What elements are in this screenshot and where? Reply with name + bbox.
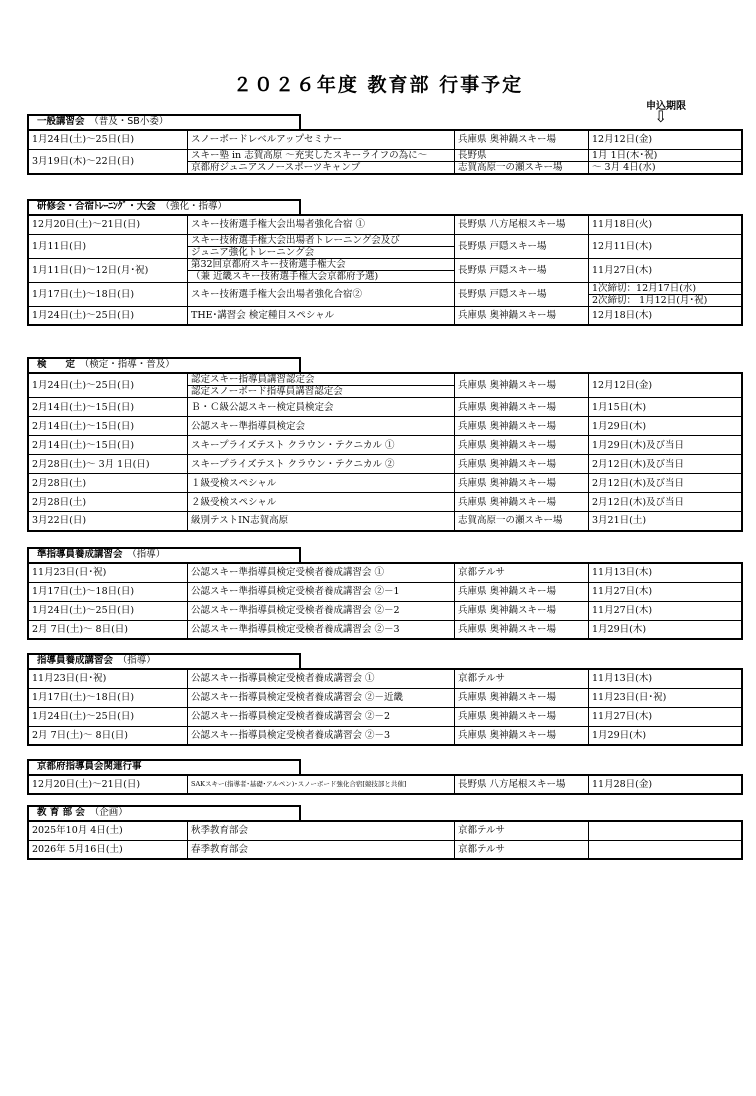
event-venue [455, 149, 589, 161]
event-venue [455, 707, 589, 726]
event-name [188, 258, 455, 270]
cell-text: 11月27日(木) [592, 586, 653, 597]
application-deadline [589, 601, 743, 620]
cell-text: 兵庫県 奥神鍋スキー場 [458, 496, 557, 508]
event-date [28, 417, 188, 436]
event-name [188, 512, 455, 531]
cell-text: Ｂ・Ｃ級公認スキー検定員検定会 [191, 401, 334, 413]
cell-text: 長野県 八方尾根スキー場 [458, 219, 566, 231]
cell-text: 1月17日(土)～18日(日) [32, 288, 135, 300]
cell-text: 11月28日(金) [592, 779, 653, 790]
event-date [28, 149, 188, 174]
section-title: 一般講習会 [37, 116, 85, 127]
cell-text: 公認スキー指導員検定受検者養成講習会 ②－近畿 [191, 692, 404, 703]
table-row [28, 840, 742, 859]
cell-text: 京都府ジュニアスノースポーツキャンプ [191, 161, 361, 173]
cell-text: 公認スキー指導員検定受検者養成講習会 ②－3 [191, 729, 391, 741]
event-venue [455, 417, 589, 436]
section-header [27, 357, 301, 372]
deadline-label: 申込期限 [646, 101, 686, 112]
cell-text: 11月23日(日･祝) [32, 567, 107, 579]
application-deadline [589, 436, 743, 455]
event-date [28, 582, 188, 601]
event-venue [455, 601, 589, 620]
event-venue [455, 582, 589, 601]
event-venue [455, 258, 589, 282]
event-date [28, 474, 188, 493]
cell-text: 公認スキー準指導員検定受検者養成講習会 ②－2 [191, 605, 400, 616]
cell-text: 3月19日(木)～22日(日) [32, 155, 135, 167]
section-subtitle: （強化・指導） [155, 201, 228, 212]
event-venue [455, 563, 589, 582]
event-date [28, 688, 188, 707]
cell-text: 11月13日(木) [592, 673, 653, 685]
section [27, 653, 738, 746]
event-name [188, 246, 455, 258]
event-name [188, 726, 455, 745]
event-date [28, 130, 188, 149]
event-venue [455, 688, 589, 707]
cell-text: 長野県 八方尾根スキー場 [458, 779, 566, 790]
table-row [28, 563, 742, 582]
cell-text: 兵庫県 奥神鍋スキー場 [458, 477, 557, 489]
event-name [188, 688, 455, 707]
cell-text: 兵庫県 奥神鍋スキー場 [458, 134, 557, 146]
section-header [27, 759, 301, 774]
event-name [188, 474, 455, 493]
event-name [188, 215, 455, 234]
table-row [28, 258, 742, 270]
application-deadline [589, 840, 743, 859]
event-date [28, 215, 188, 234]
event-name [188, 582, 455, 601]
section-subtitle: （普及・SB小委） [84, 116, 169, 127]
application-deadline [589, 398, 743, 417]
event-venue [455, 215, 589, 234]
event-venue [455, 455, 589, 474]
event-date [28, 234, 188, 258]
table-row [28, 512, 742, 531]
table-row [28, 149, 742, 161]
down-arrow-icon: ⇩ [654, 107, 668, 126]
cell-text: SAKスキー(指導者･基礎･アルペン)･スノーボード強化合宿[競技部と共催] [191, 780, 407, 788]
cell-text: 2025年10月 4日(土) [32, 825, 123, 837]
section-header [27, 547, 301, 562]
cell-text: 1月24日(土)～25日(日) [32, 134, 135, 146]
section-title: 研修会・合宿ﾄﾚｰﾆﾝｸﾞ・大会 [37, 201, 156, 212]
cell-text: 12月20日(土)～21日(日) [32, 219, 141, 231]
cell-text: 兵庫県 奥神鍋スキー場 [458, 458, 557, 470]
event-date [28, 436, 188, 455]
section-title: 教 育 部 会 [37, 807, 85, 818]
event-venue [455, 234, 589, 258]
event-name [188, 234, 455, 246]
cell-text: 兵庫県 奥神鍋スキー場 [458, 309, 557, 321]
event-date [28, 258, 188, 282]
application-deadline [589, 582, 743, 601]
cell-text: 兵庫県 奥神鍋スキー場 [458, 692, 557, 703]
table-row [28, 582, 742, 601]
event-date [28, 398, 188, 417]
event-name [188, 417, 455, 436]
section-title: 準指導員養成講習会 [37, 549, 123, 560]
cell-text: スキープライズテスト クラウン・テクニカル ② [191, 458, 395, 470]
cell-text: 2月28日(土) [32, 496, 87, 508]
event-venue [455, 373, 589, 398]
cell-text: THE･講習会 検定種目スペシャル [191, 309, 335, 321]
event-venue [455, 282, 589, 306]
cell-text: 1月29日(木) [592, 420, 647, 432]
cell-text: 1月24日(土)～25日(日) [32, 380, 135, 391]
application-deadline [589, 282, 743, 294]
event-name [188, 840, 455, 859]
table-row [28, 493, 742, 512]
cell-text: 1次締切：12月17日(水) [592, 282, 697, 294]
event-name [188, 161, 455, 174]
application-deadline [589, 455, 743, 474]
cell-text: 12月11日(木) [592, 240, 653, 252]
cell-text: 2次締切： 1月12日(月･祝) [592, 294, 708, 306]
application-deadline [589, 149, 743, 161]
schedule-table [27, 562, 743, 640]
table-row [28, 474, 742, 493]
section [27, 759, 738, 795]
event-name [188, 270, 455, 282]
event-name [188, 130, 455, 149]
cell-text: スノーボードレベルアップセミナー [191, 134, 342, 146]
event-name [188, 620, 455, 639]
cell-text: 11月27日(木) [592, 264, 653, 276]
cell-text: （兼 近畿スキー技術選手権大会京都府予選) [191, 270, 379, 282]
event-date [28, 306, 188, 325]
application-deadline [589, 294, 743, 306]
event-date [28, 563, 188, 582]
cell-text: 12月20日(土)～21日(日) [32, 779, 141, 790]
section-header [27, 653, 301, 668]
cell-text: 春季教育部会 [191, 843, 249, 855]
cell-text: 11月27日(木) [592, 605, 653, 616]
cell-text: 1月24日(土)～25日(日) [32, 605, 135, 616]
cell-text: 2月14日(土)～15日(日) [32, 401, 135, 413]
cell-text: 第32回京都府スキー技術選手権大会 [191, 258, 346, 270]
section-header [27, 114, 301, 129]
cell-text: 2月12日(木)及び当日 [592, 458, 685, 470]
cell-text: 3月22日(日) [32, 515, 87, 527]
event-date [28, 493, 188, 512]
application-deadline [589, 821, 743, 840]
cell-text: 1月11日(日)～12日(月･祝) [32, 264, 149, 276]
cell-text: 1月15日(木) [592, 401, 647, 413]
cell-text: 兵庫県 奥神鍋スキー場 [458, 439, 557, 451]
cell-text: 1月29日(木) [592, 729, 647, 741]
section [27, 357, 738, 532]
cell-text: 兵庫県 奥神鍋スキー場 [458, 586, 557, 597]
cell-text: 1月17日(土)～18日(日) [32, 692, 135, 703]
section [27, 805, 738, 860]
cell-text: 兵庫県 奥神鍋スキー場 [458, 401, 557, 413]
event-date [28, 455, 188, 474]
cell-text: 京都テルサ [458, 567, 506, 579]
application-deadline [589, 306, 743, 325]
section-header [27, 199, 301, 214]
table-row [28, 601, 742, 620]
section-subtitle: （指導） [122, 549, 166, 560]
cell-text: スキープライズテスト クラウン・テクニカル ① [191, 439, 395, 451]
cell-text: 京都テルサ [458, 825, 506, 837]
event-name [188, 373, 455, 386]
schedule-table [27, 774, 743, 795]
table-row [28, 398, 742, 417]
application-deadline [589, 474, 743, 493]
event-date [28, 282, 188, 306]
event-venue [455, 775, 589, 794]
application-deadline [589, 130, 743, 149]
event-date [28, 775, 188, 794]
event-date [28, 707, 188, 726]
event-venue [455, 493, 589, 512]
application-deadline [589, 493, 743, 512]
event-date [28, 726, 188, 745]
application-deadline [589, 373, 743, 398]
cell-text: 2月12日(木)及び当日 [592, 477, 685, 489]
table-row [28, 417, 742, 436]
cell-text: 12月12日(金) [592, 134, 653, 146]
section-subtitle: （指導） [113, 655, 156, 666]
event-name [188, 306, 455, 325]
application-deadline [589, 620, 743, 639]
cell-text: 公認スキー準指導員検定受検者養成講習会 ②－3 [191, 623, 400, 635]
application-deadline [589, 726, 743, 745]
event-date [28, 512, 188, 531]
cell-text: スキー技術選手権大会出場者強化合宿 ① [191, 219, 366, 231]
event-name [188, 455, 455, 474]
event-venue [455, 130, 589, 149]
table-row [28, 821, 742, 840]
section-title: 京都府指導員会関連行事 [37, 761, 142, 772]
section-subtitle: （検定・指導・普及） [75, 359, 175, 370]
table-row [28, 726, 742, 745]
event-venue [455, 620, 589, 639]
cell-text: 2月12日(木)及び当日 [592, 496, 685, 508]
schedule-table [27, 214, 743, 326]
cell-text: 2月28日(土)～ 3月 1日(日) [32, 458, 150, 470]
cell-text: スキー技術選手権大会出場者強化合宿② [191, 288, 363, 300]
cell-text: 志賀高原一の瀬スキー場 [458, 515, 563, 527]
cell-text: １級受検スペシャル [191, 477, 277, 489]
event-name [188, 149, 455, 161]
event-date [28, 840, 188, 859]
event-date [28, 601, 188, 620]
cell-text: 志賀高原一の瀬スキー場 [458, 161, 563, 173]
event-name [188, 601, 455, 620]
cell-text: 級別テストIN志賀高原 [191, 515, 289, 527]
event-name [188, 436, 455, 455]
section-subtitle: （企画） [84, 807, 128, 818]
page-title: ２０２６年度 教育部 行事予定 [232, 74, 524, 96]
cell-text: スキー技術選手権大会出場者トレーニング会及び [191, 234, 400, 246]
cell-text: 長野県 戸隠スキー場 [458, 264, 547, 276]
section-title: 検 定 [37, 359, 76, 370]
cell-text: 公認スキー準指導員検定会 [191, 420, 306, 432]
event-date [28, 669, 188, 688]
event-venue [455, 512, 589, 531]
event-name [188, 707, 455, 726]
cell-text: 1月24日(土)～25日(日) [32, 711, 135, 722]
cell-text: 認定スノーボード指導員講習認定会 [191, 386, 343, 397]
event-venue [455, 161, 589, 174]
application-deadline [589, 161, 743, 174]
schedule-table [27, 668, 743, 746]
table-row [28, 688, 742, 707]
table-row [28, 620, 742, 639]
cell-text: 12月18日(木) [592, 309, 653, 321]
application-deadline [589, 563, 743, 582]
cell-text: 認定スキー指導員講習認定会 [191, 374, 315, 385]
cell-text: 秋季教育部会 [191, 825, 249, 837]
cell-text: 11月23日(日･祝) [32, 673, 107, 685]
application-deadline [589, 417, 743, 436]
cell-text: 公認スキー指導員検定受検者養成講習会 ②－2 [191, 711, 391, 722]
cell-text: 兵庫県 奥神鍋スキー場 [458, 711, 557, 722]
section [27, 199, 738, 326]
section-title: 指導員養成講習会 [37, 655, 114, 666]
section [27, 547, 738, 640]
cell-text: 1月29日(木) [592, 623, 647, 635]
cell-text: 2月28日(土) [32, 477, 87, 489]
event-name [188, 493, 455, 512]
event-venue [455, 436, 589, 455]
table-row [28, 282, 742, 294]
cell-text: 11月18日(火) [592, 219, 653, 231]
cell-text: 1月17日(土)～18日(日) [32, 586, 135, 597]
table-row [28, 436, 742, 455]
event-venue [455, 398, 589, 417]
cell-text: 11月13日(木) [592, 567, 653, 579]
application-deadline [589, 707, 743, 726]
event-venue [455, 669, 589, 688]
event-venue [455, 474, 589, 493]
cell-text: 長野県 [458, 149, 487, 161]
schedule-table [27, 820, 743, 860]
cell-text: 1月11日(日) [32, 240, 87, 252]
cell-text: 1月29日(木)及び当日 [592, 439, 685, 451]
event-name [188, 398, 455, 417]
cell-text: 12月12日(金) [592, 380, 653, 391]
cell-text: ジュニア強化トレーニング会 [191, 246, 315, 258]
cell-text: 兵庫県 奥神鍋スキー場 [458, 729, 557, 741]
event-date [28, 620, 188, 639]
cell-text: 2月 7日(土)～ 8日(日) [32, 729, 128, 741]
event-name [188, 775, 455, 794]
cell-text: 兵庫県 奥神鍋スキー場 [458, 623, 557, 635]
cell-text: 京都テルサ [458, 843, 506, 855]
event-venue [455, 821, 589, 840]
event-name [188, 282, 455, 306]
cell-text: 1月24日(土)～25日(日) [32, 309, 135, 321]
cell-text: 公認スキー指導員検定受検者養成講習会 ① [191, 673, 375, 685]
event-name [188, 563, 455, 582]
cell-text: 2月14日(土)～15日(日) [32, 420, 135, 432]
table-row [28, 669, 742, 688]
application-deadline [589, 688, 743, 707]
table-row [28, 455, 742, 474]
cell-text: 1月 1日(木･祝) [592, 149, 658, 161]
application-deadline [589, 669, 743, 688]
cell-text: ２級受検スペシャル [191, 496, 277, 508]
cell-text: 2026年 5月16日(土) [32, 843, 123, 855]
cell-text: 兵庫県 奥神鍋スキー場 [458, 420, 557, 432]
cell-text: 公認スキー準指導員検定受検者養成講習会 ②－1 [191, 586, 400, 597]
event-name [188, 669, 455, 688]
application-deadline [589, 512, 743, 531]
cell-text: スキー塾 in 志賀高原 ～充実したスキーライフの為に～ [191, 149, 428, 161]
table-row [28, 130, 742, 149]
cell-text: 11月23日(日･祝) [592, 692, 667, 703]
table-row [28, 306, 742, 325]
cell-text: 兵庫県 奥神鍋スキー場 [458, 605, 557, 616]
event-name [188, 821, 455, 840]
cell-text: 2月14日(土)～15日(日) [32, 439, 135, 451]
section-header [27, 805, 301, 820]
table-row [28, 707, 742, 726]
cell-text: 11月27日(木) [592, 711, 653, 722]
event-venue [455, 726, 589, 745]
event-date [28, 821, 188, 840]
table-row [28, 373, 742, 386]
section [27, 114, 738, 175]
cell-text: 長野県 戸隠スキー場 [458, 288, 547, 300]
table-row [28, 234, 742, 246]
application-deadline [589, 215, 743, 234]
schedule-table [27, 129, 743, 175]
event-venue [455, 840, 589, 859]
application-deadline [589, 234, 743, 258]
schedule-table [27, 372, 743, 532]
table-row [28, 215, 742, 234]
event-date [28, 373, 188, 398]
cell-text: 京都テルサ [458, 673, 506, 685]
cell-text: 公認スキー準指導員検定受検者養成講習会 ① [191, 567, 385, 579]
event-name [188, 386, 455, 398]
cell-text: 2月 7日(土)～ 8日(日) [32, 623, 128, 635]
cell-text: ～ 3月 4日(水) [592, 161, 656, 173]
event-venue [455, 306, 589, 325]
cell-text: 長野県 戸隠スキー場 [458, 240, 547, 252]
cell-text: 兵庫県 奥神鍋スキー場 [458, 380, 557, 391]
table-row [28, 775, 742, 794]
application-deadline [589, 775, 743, 794]
cell-text: 3月21日(土) [592, 515, 647, 527]
application-deadline [589, 258, 743, 282]
